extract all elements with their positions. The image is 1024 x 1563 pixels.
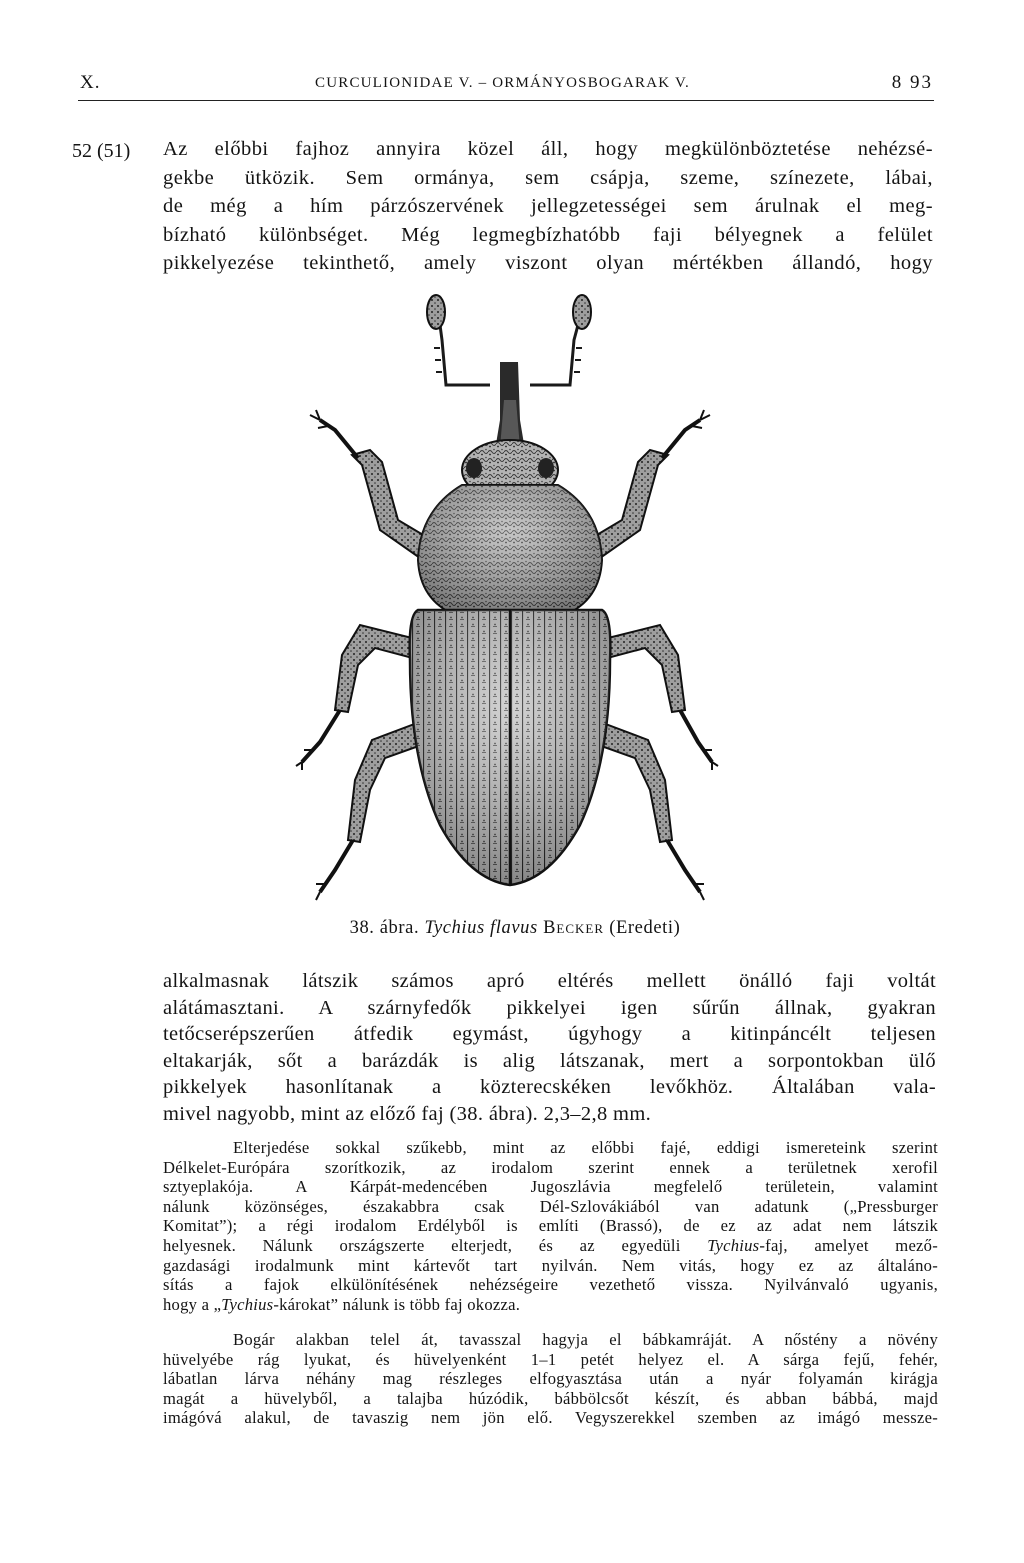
genus-name: Tychius <box>707 1235 760 1255</box>
text-line: gekbe ütközik. Sem ormánya, sem csápja, szeme, színezete, lábai, <box>163 166 933 189</box>
text-line: sítás a fajok elkülönítésének nehézségeire vezethető vissza. Nyilvánvaló ugyanis, <box>163 1275 938 1295</box>
text-line: imágóvá alakul, de tavaszig nem jön elő. Vegyszerekkel szemben az imágó messze- <box>163 1408 938 1428</box>
hind-leg-right <box>590 720 704 900</box>
weevil-illustration <box>280 280 740 910</box>
text-line: hüvelyébe rág lyukat, és hüvelyenként 1–1 petét helyez el. A sárga fejű, fehér, <box>163 1349 938 1369</box>
text-line: alkalmasnak látszik számos apró eltérés mellett önálló faji voltát <box>163 970 936 992</box>
text-line: mivel nagyobb, mint az előző faj (38. ábra). 2,3–2,8 mm. <box>163 1102 652 1125</box>
antenna-club-left <box>427 295 445 329</box>
distribution-paragraph <box>163 1138 938 1314</box>
text-line: de még a hím párzószervének jellegzetességei sem árulnak el meg- <box>163 195 933 217</box>
description-continued <box>163 968 936 1127</box>
text-line: pikkelyezése tekinthető, amely viszont olyan mértékben állandó, hogy <box>163 252 933 274</box>
biology-paragraph <box>163 1330 938 1428</box>
text-line: Bogár alakban telel át, tavasszal hagyja el bábkamráját. A nőstény a növény <box>233 1330 938 1349</box>
text-line: tetőcserépszerűen átfedik egymást, úgyhogy a kitinpáncélt teljesen <box>163 1023 936 1045</box>
eye-right <box>538 458 554 478</box>
hind-leg-left <box>316 720 430 900</box>
header-rule <box>78 100 934 101</box>
key-text <box>163 135 933 278</box>
figure-caption <box>285 918 745 939</box>
figure-note: (Eredeti) <box>609 918 681 938</box>
text-line: Komitat”); a régi irodalom Erdélyből is említi (Brassó), de ez az adat nem látszik <box>163 1216 938 1236</box>
figure-label: 38. ábra. <box>349 918 420 938</box>
text-line: sztyeplakója. A Kárpát-medencében Jugoszlávia megfelelő területein, valamint <box>163 1177 938 1197</box>
text-line: eltakarják, sőt a barázdák is alig látszanak, mert a sorpontokban ülő <box>163 1049 936 1072</box>
text-segment: helyesnek. Nálunk országszerte elterjedt, és az egyedüli <box>163 1235 708 1255</box>
text-line: nálunk közönséges, északabbra csak Dél-Szlovákiából van adatunk („Pressburger <box>163 1196 938 1216</box>
text-line: Az előbbi fajhoz annyira közel áll, hogy megkülönböztetése nehézsé- <box>163 138 933 160</box>
antenna-left <box>434 325 490 385</box>
text-line: Elterjedése sokkal szűkebb, mint az előbbi fajé, eddigi ismereteink szerint <box>233 1138 938 1157</box>
text-line <box>163 1236 938 1256</box>
text-segment: -faj, amelyet mező- <box>759 1235 938 1255</box>
key-number: 52 (51) <box>72 140 131 162</box>
running-header <box>75 68 935 98</box>
text-line: magát a hüvelyből, a talajba húzódik, bábbölcsőt készít, és abban bábbá, majd <box>163 1388 938 1408</box>
antenna-club-right <box>573 295 591 329</box>
eye-left <box>466 458 482 478</box>
text-line: lábatlan lárva néhány mag részleges elfogyasztása után a nyár folyamán kirágja <box>163 1369 938 1389</box>
running-title: CURCULIONIDAE V. – ORMÁNYOSBOGARAK V. <box>315 75 691 91</box>
text-segment: hogy a „ <box>163 1294 222 1314</box>
genus-name: Tychius <box>221 1294 274 1314</box>
antenna-right <box>530 325 582 385</box>
text-segment: -károkat” nálunk is több faj okozza. <box>273 1294 521 1314</box>
figure-author: Becker <box>543 918 605 938</box>
text-line: gazdasági irodalmunk mint kártevőt tart nyilván. Nem vitás, hogy ez az általáno- <box>163 1255 938 1275</box>
section-number: X. <box>80 72 101 93</box>
text-line <box>163 1295 938 1315</box>
text-line: bízható különbséget. Még legmegbízhatóbb faji bélyegnek a felület <box>163 223 933 246</box>
text-line: pikkelyek hasonlítanak a közterecskéken levőkhöz. Általában vala- <box>163 1076 936 1098</box>
page-number: 8 93 <box>891 72 933 93</box>
text-line: Délkelet-Európára szorítkozik, az irodalom szerint ennek a területnek xerofil <box>163 1157 938 1177</box>
figure-species: Tychius flavus <box>424 918 538 938</box>
text-line: alátámasztani. A szárnyfedők pikkelyei igen sűrűn állnak, gyakran <box>163 996 936 1019</box>
